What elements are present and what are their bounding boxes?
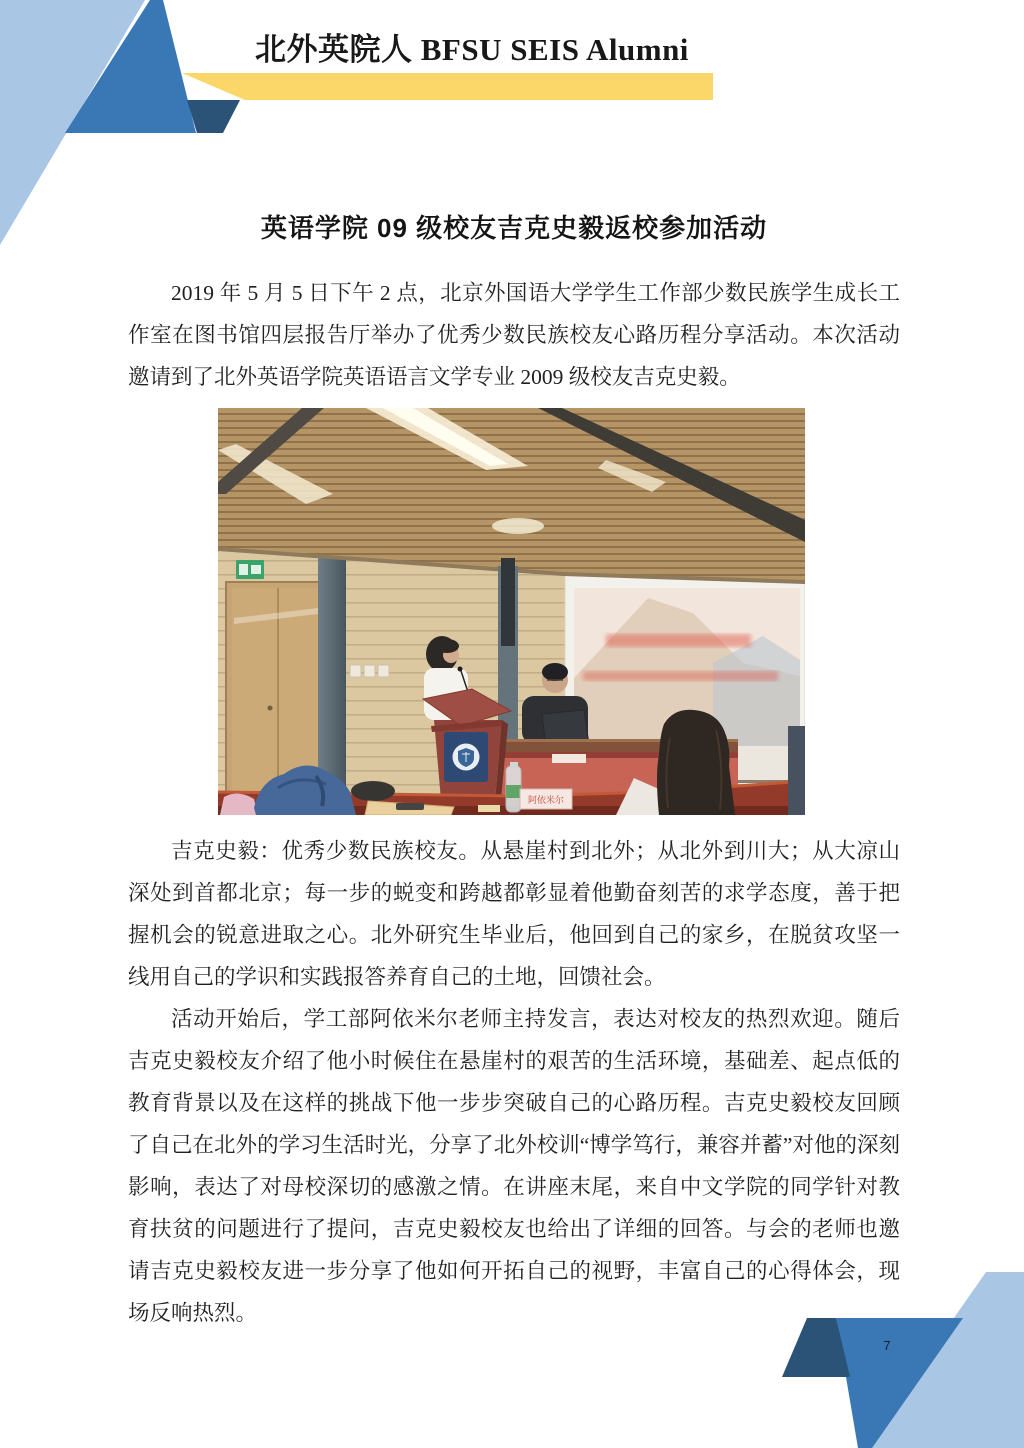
article-title: 英语学院 09 级校友吉克史毅返校参加活动 (260, 213, 768, 243)
header-yellow-bar (182, 73, 713, 100)
event-photo-illustration (218, 408, 805, 815)
page-number: 7 (883, 1338, 891, 1353)
article-body (128, 830, 900, 1334)
event-photo (218, 408, 805, 815)
masthead-title: 北外英院人 BFSU SEIS Alumni (255, 32, 689, 67)
paragraph: 吉克史毅：优秀少数民族校友。从悬崖村到北外；从北外到川大；从大凉山深处到首都北京；每一步的蜕变和跨越都彰显着他勤奋刻苦的求学态度，善于把握机会的锐意进取之心。北外研究生毕业后，他回到自己的家乡，在脱贫攻坚一线用自己的学识和实践报答养育自己的土地，回馈社会。 (128, 839, 900, 989)
corner-navy-shape-top-left (187, 100, 240, 133)
photo-tint-overlay (218, 408, 805, 815)
paragraph: 活动开始后，学工部阿依米尔老师主持发言，表达对校友的热烈欢迎。随后吉克史毅校友介绍了他小时候住在悬崖村的艰苦的生活环境，基础差、起点低的教育背景以及在这样的挑战下他一步步突破自己的心路历程。吉克史毅校友回顾了自己在北外的学习生活时光，分享了北外校训“博学笃行，兼容并蓄”对他的深刻影响，表达了对母校深切的感激之情。在讲座末尾，来自中文学院的同学针对教育扶贫的问题进行了提问，吉克史毅校友也给出了详细的回答。与会的老师也邀请吉克史毅校友进一步分享了他如何开拓自己的视野，丰富自己的心得体会，现场反响热烈。 (128, 1007, 900, 1325)
article-intro-paragraph (128, 272, 900, 398)
paragraph: 2019 年 5 月 5 日下午 2 点，北京外国语大学学生工作部少数民族学生成长工作室在图书馆四层报告厅举办了优秀少数民族校友心路历程分享活动。本次活动邀请到了北外英语学院英语语言文学专业 2009 级校友吉克史毅。 (128, 281, 900, 389)
name-card-text: 阿依米尔 (527, 795, 565, 805)
